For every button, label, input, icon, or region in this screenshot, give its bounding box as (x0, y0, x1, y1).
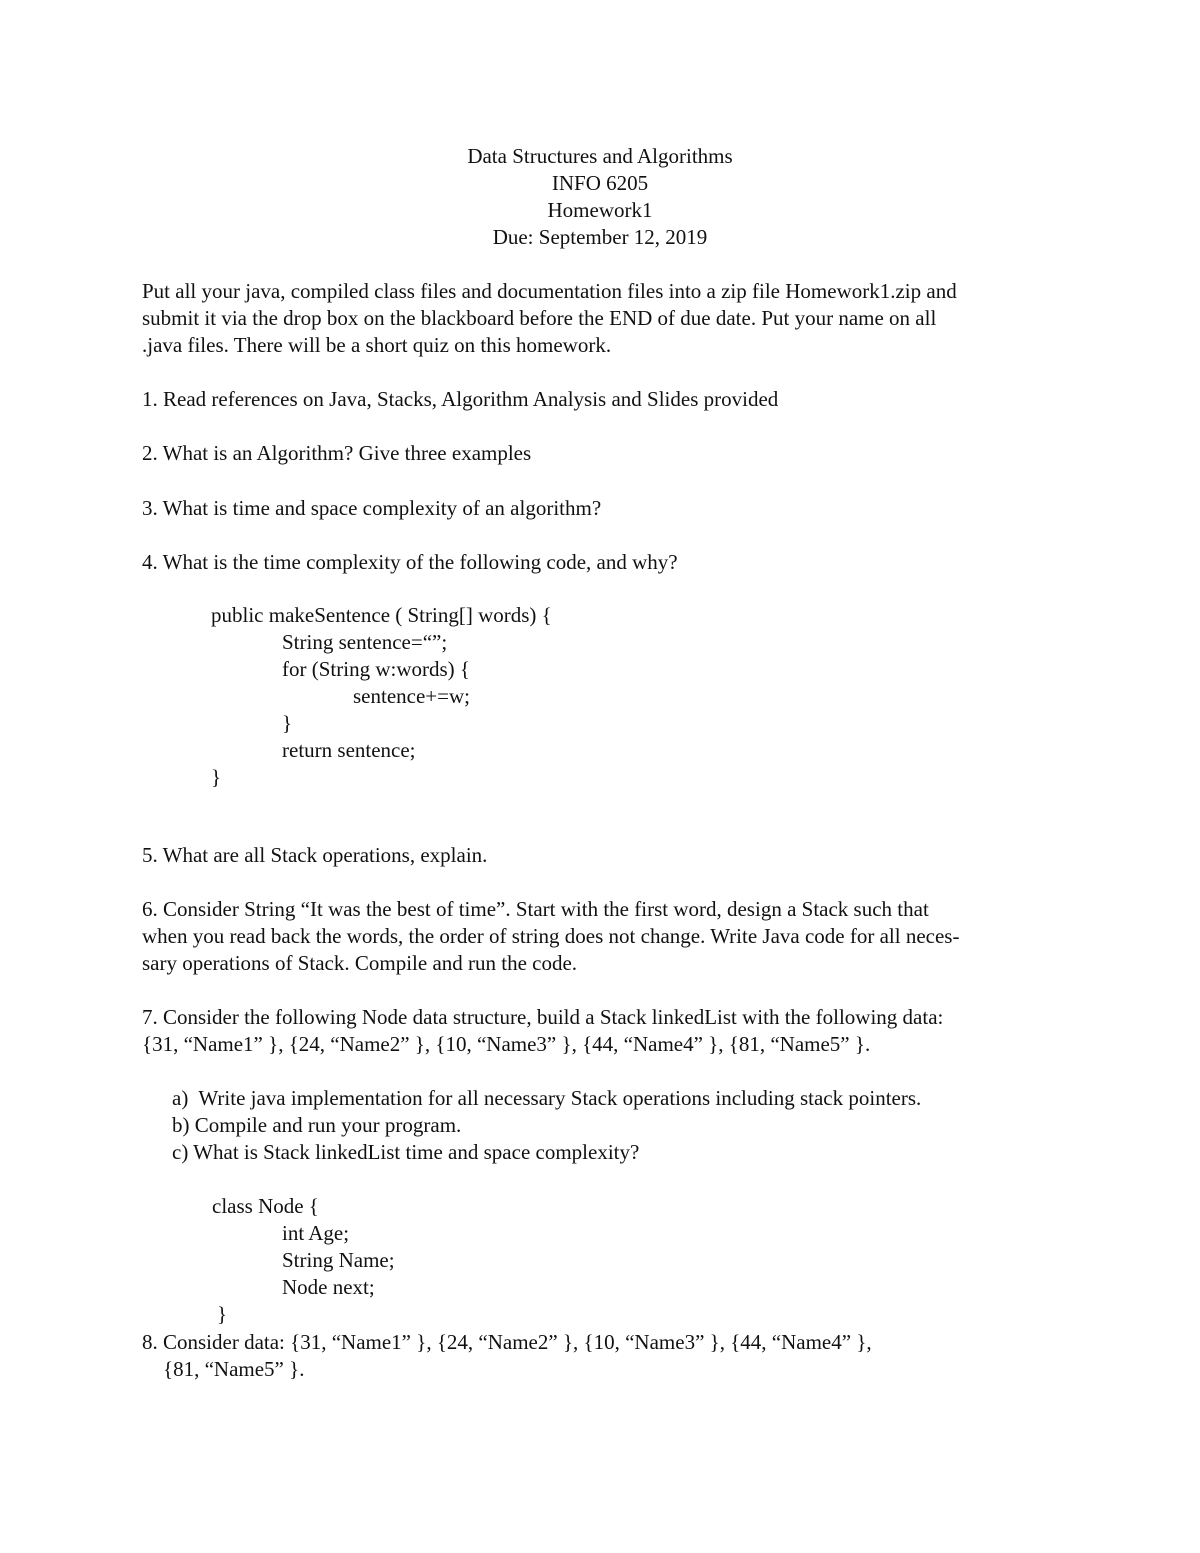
code-line: for (String w:words) { (282, 657, 470, 681)
question-6-line: when you read back the words, the order of string does not change. Write Java code for all neces- (142, 924, 960, 948)
course-title: Data Structures and Algorithms (467, 144, 733, 168)
question-5: 5. What are all Stack operations, explain. (142, 843, 488, 867)
code-line: class Node { (212, 1194, 319, 1218)
code-line: } (282, 711, 293, 735)
course-code: INFO 6205 (551, 171, 649, 195)
question-3: 3. What is time and space complexity of an algorithm? (142, 496, 602, 520)
code-line: sentence+=w; (353, 684, 470, 708)
intro-line: Put all your java, compiled class files and documentation files into a zip file Homework1.zip and (142, 279, 957, 303)
question-6-line: sary operations of Stack. Compile and run the code. (142, 951, 578, 975)
code-line: } (211, 765, 222, 789)
intro-line: .java files. There will be a short quiz on this homework. (142, 333, 612, 357)
question-7a: a) Write java implementation for all necessary Stack operations including stack pointers. (172, 1086, 922, 1110)
question-8-line: 8. Consider data: {31, “Name1” }, {24, “Name2” }, {10, “Name3” }, {44, “Name4” }, (142, 1330, 872, 1354)
intro-paragraph (142, 278, 957, 359)
question-8 (142, 1329, 872, 1383)
due-date: Due: September 12, 2019 (492, 225, 708, 249)
question-4: 4. What is the time complexity of the following code, and why? (142, 550, 678, 574)
assignment-name: Homework1 (547, 198, 653, 222)
question-8-line: {81, “Name5” }. (163, 1357, 305, 1381)
document-header (0, 143, 1200, 251)
code-line: return sentence; (282, 738, 416, 762)
code-line: String Name; (282, 1248, 395, 1272)
code-line: int Age; (282, 1221, 350, 1245)
code-line: public makeSentence ( String[] words) { (211, 603, 552, 627)
code-line: String sentence=“”; (282, 630, 448, 654)
question-7 (142, 1004, 943, 1058)
question-7-line: 7. Consider the following Node data structure, build a Stack linkedList with the following data: (142, 1005, 944, 1029)
question-2: 2. What is an Algorithm? Give three examples (142, 441, 532, 465)
question-6 (142, 896, 959, 977)
intro-line: submit it via the drop box on the blackboard before the END of due date. Put your name on all (142, 306, 937, 330)
code-line: } (217, 1302, 228, 1326)
code-line: Node next; (282, 1275, 375, 1299)
question-1: 1. Read references on Java, Stacks, Algorithm Analysis and Slides provided (142, 387, 779, 411)
question-7b: b) Compile and run your program. (172, 1113, 462, 1137)
question-6-line: 6. Consider String “It was the best of time”. Start with the first word, design a Stack such that (142, 897, 929, 921)
question-7-line: {31, “Name1” }, {24, “Name2” }, {10, “Name3” }, {44, “Name4” }, {81, “Name5” }. (142, 1032, 871, 1056)
question-7c: c) What is Stack linkedList time and space complexity? (172, 1140, 640, 1164)
